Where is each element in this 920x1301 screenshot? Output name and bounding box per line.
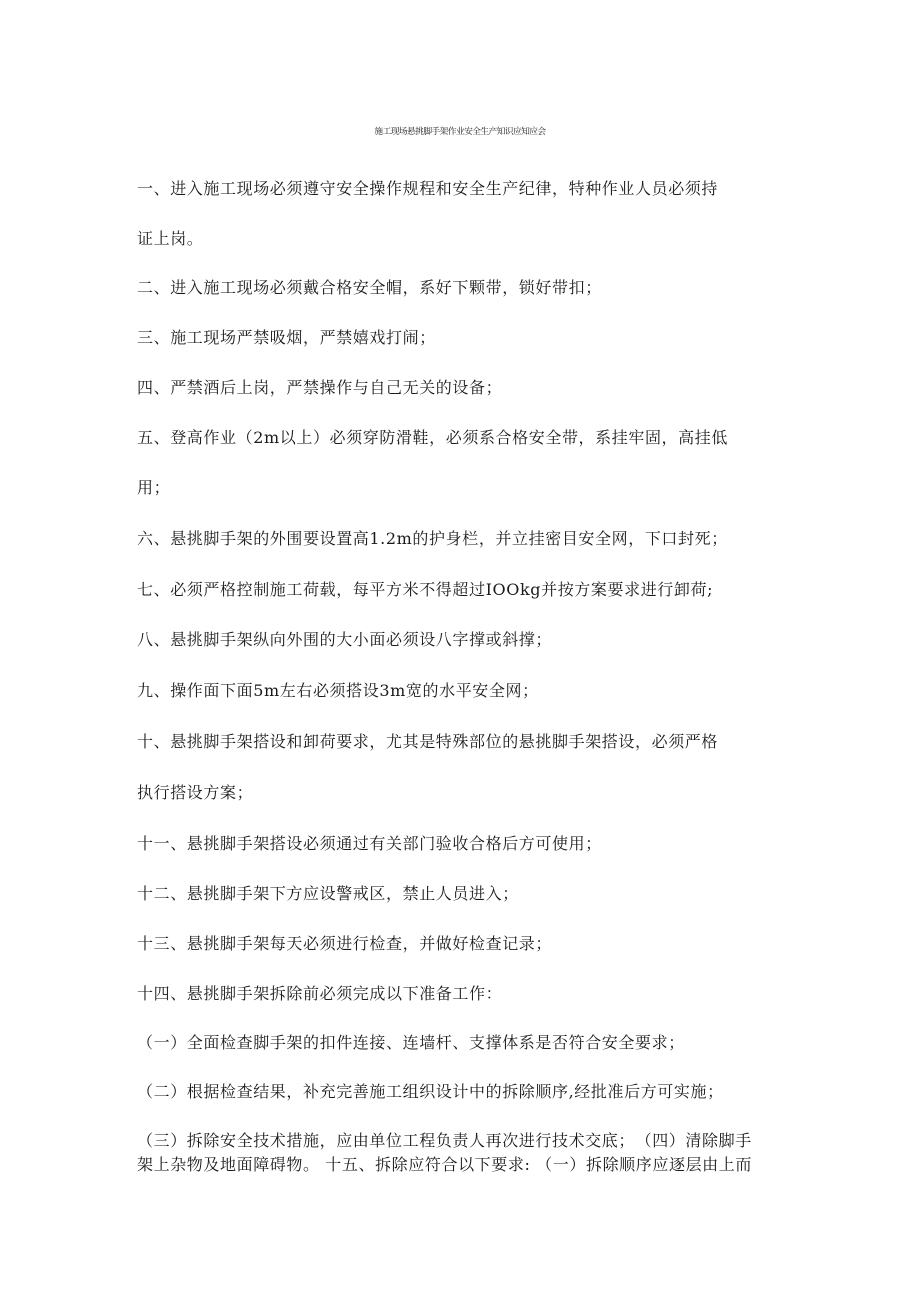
text-line: 架上杂物及地面障碍物。 十五、拆除应符合以下要求: （一）拆除顺序应逐层由上而 bbox=[137, 1155, 752, 1174]
text-line: 三、施工现场严禁吸烟，严禁嬉戏打闹； bbox=[137, 328, 436, 347]
text-line: 证上岗。 bbox=[137, 229, 204, 248]
text-line: （三）拆除安全技术措施，应由单位工程负责人再次进行技术交底； （四）清除脚手 bbox=[137, 1131, 752, 1150]
text-line: （一）全面检查脚手架的扣件连接、连墙杆、支撑体系是否符合安全要求； bbox=[137, 1033, 685, 1052]
text-line: 十四、悬挑脚手架拆除前必须完成以下准备工作： bbox=[137, 984, 503, 1003]
text-line: 七、必须严格控制施工荷载，每平方米不得超过IOOkg并按方案要求进行卸荷; bbox=[137, 580, 714, 599]
text-line: 二、进入施工现场必须戴合格安全帽，系好下颗带，锁好带扣； bbox=[137, 278, 602, 297]
text-line: 五、登高作业（2m以上）必须穿防滑鞋，必须系合格安全带，系挂牢固，高挂低 bbox=[137, 428, 728, 447]
text-line: 执行搭设方案； bbox=[137, 783, 254, 802]
text-line: 九、操作面下面5m左右必须搭设3m宽的水平安全网； bbox=[137, 681, 539, 700]
text-line: 十三、悬挑脚手架每天必须进行检查，并做好检查记录； bbox=[137, 934, 553, 953]
text-line: 十一、悬挑脚手架搭设必须通过有关部门验收合格后方可使用； bbox=[137, 834, 602, 853]
text-line: 用； bbox=[137, 478, 171, 497]
text-line: 十、悬挑脚手架搭设和卸荷要求，尤其是特殊部位的悬挑脚手架搭设，必须严格 bbox=[137, 732, 719, 751]
document-title: 施工现场悬挑脚手架作业安全生产知识应知应会 bbox=[374, 127, 546, 137]
text-line: 一、进入施工现场必须遵守安全操作规程和安全生产纪律，特种作业人员必须持 bbox=[137, 179, 719, 198]
text-line: （二）根据检查结果，补充完善施工组织设计中的拆除顺序,经批准后方可实施； bbox=[137, 1082, 724, 1101]
text-line: 四、严禁酒后上岗，严禁操作与自己无关的设备； bbox=[137, 378, 503, 397]
text-line: 六、悬挑脚手架的外围要设置高1.2m的护身栏，并立挂密目安全网，下口封死； bbox=[137, 529, 728, 548]
text-line: 八、悬挑脚手架纵向外围的大小面必须设八字撑或斜撑； bbox=[137, 630, 553, 649]
text-line: 十二、悬挑脚手架下方应设警戒区，禁止人员进入； bbox=[137, 884, 519, 903]
